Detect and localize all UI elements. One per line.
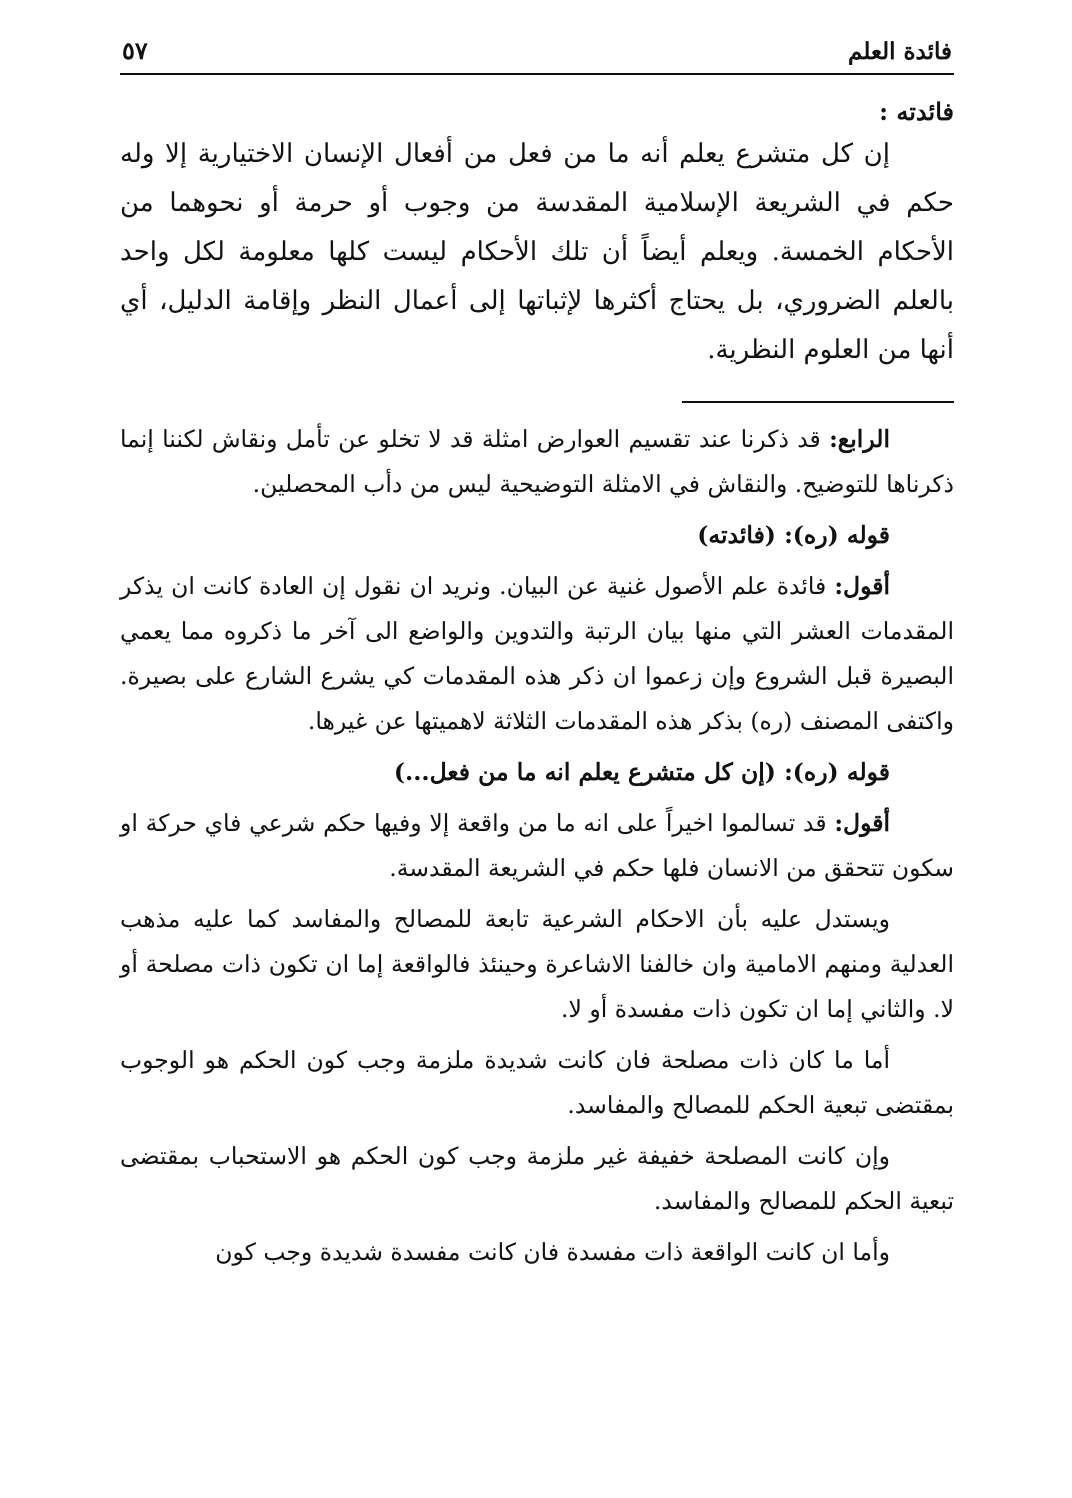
commentary-text: قد ذكرنا عند تقسيم العوارض امثلة قد لا تخلو عن تأمل ونقاش لكننا إنما ذكرناها للتوضيح. والنقاش في الامثلة التوضيحية ليس من دأب المحصلين.	[120, 425, 954, 498]
commentary-lead: الرابع:	[829, 425, 890, 453]
footnote-separator	[682, 401, 954, 403]
commentary-paragraph	[120, 417, 954, 507]
commentary-lead: قوله (ره): (إن كل متشرع يعلم انه ما من فعل...)	[393, 758, 890, 786]
commentary-lead: أقول:	[834, 809, 890, 837]
commentary-text: وأما ان كانت الواقعة ذات مفسدة فان كانت مفسدة شديدة وجب كون	[215, 1238, 890, 1266]
page-header	[120, 36, 954, 75]
commentary-text: ويستدل عليه بأن الاحكام الشرعية تابعة للمصالح والمفاسد كما عليه مذهب العدلية ومنهم الامامية وان خالفنا الاشاعرة وحينئذ فالواقعة إما ان تكون ذات مصلحة أو لا. والثاني إما ان تكون ذات مفسدة أو لا.	[120, 905, 954, 1023]
commentary-paragraph	[120, 1038, 954, 1128]
commentary-paragraph	[120, 897, 954, 1032]
section-heading: فائدته :	[879, 97, 954, 126]
running-title: فائدة العلم	[848, 38, 952, 65]
commentary-quote	[120, 513, 954, 558]
commentary-text: أما ما كان ذات مصلحة فان كانت شديدة ملزمة وجب كون الحكم هو الوجوب بمقتضى تبعية الحكم للمصالح والمفاسد.	[120, 1046, 954, 1119]
commentary-text: فائدة علم الأصول غنية عن البيان. ونريد ان نقول إن العادة كانت ان يذكر المقدمات العشر التي منها بيان الرتبة والتدوين والواضع الى آخر ما ذكروه مما يعمي البصيرة قبل الشروع وإن زعموا ان ذكر هذه المقدمات كي يشرع الشارع على بصيرة. واكتفى المصنف (ره) بذكر هذه المقدمات الثلاثة لاهميتها عن غيرها.	[120, 572, 954, 735]
commentary-text: وإن كانت المصلحة خفيفة غير ملزمة وجب كون الحكم هو الاستحباب بمقتضى تبعية الحكم للمصالح والمفاسد.	[120, 1142, 954, 1215]
commentary-paragraph	[120, 564, 954, 744]
main-text	[120, 130, 954, 375]
commentary-lead: أقول:	[834, 572, 890, 600]
commentary-paragraph	[120, 1230, 954, 1275]
commentary-paragraph	[120, 801, 954, 891]
commentary-lead: قوله (ره): (فائدته)	[697, 521, 890, 549]
page-number: ٥٧	[122, 36, 148, 65]
main-paragraph: إن كل متشرع يعلم أنه ما من فعل من أفعال الإنسان الاختيارية إلا وله حكم في الشريعة الإسلامية المقدسة من وجوب أو حرمة أو نحوهما من الأحكام الخمسة. ويعلم أيضاً أن تلك الأحكام ليست كلها معلومة لكل واحد بالعلم الضروري، بل يحتاج أكثرها لإثباتها إلى أعمال النظر وإقامة الدليل، أي أنها من العلوم النظرية.	[120, 139, 954, 365]
commentary-paragraph	[120, 1134, 954, 1224]
commentary-section	[120, 417, 954, 1275]
commentary-text: قد تسالموا اخيراً على انه ما من واقعة إلا وفيها حكم شرعي فاي حركة او سكون تتحقق من الانسان فلها حكم في الشريعة المقدسة.	[120, 809, 954, 882]
commentary-quote	[120, 750, 954, 795]
